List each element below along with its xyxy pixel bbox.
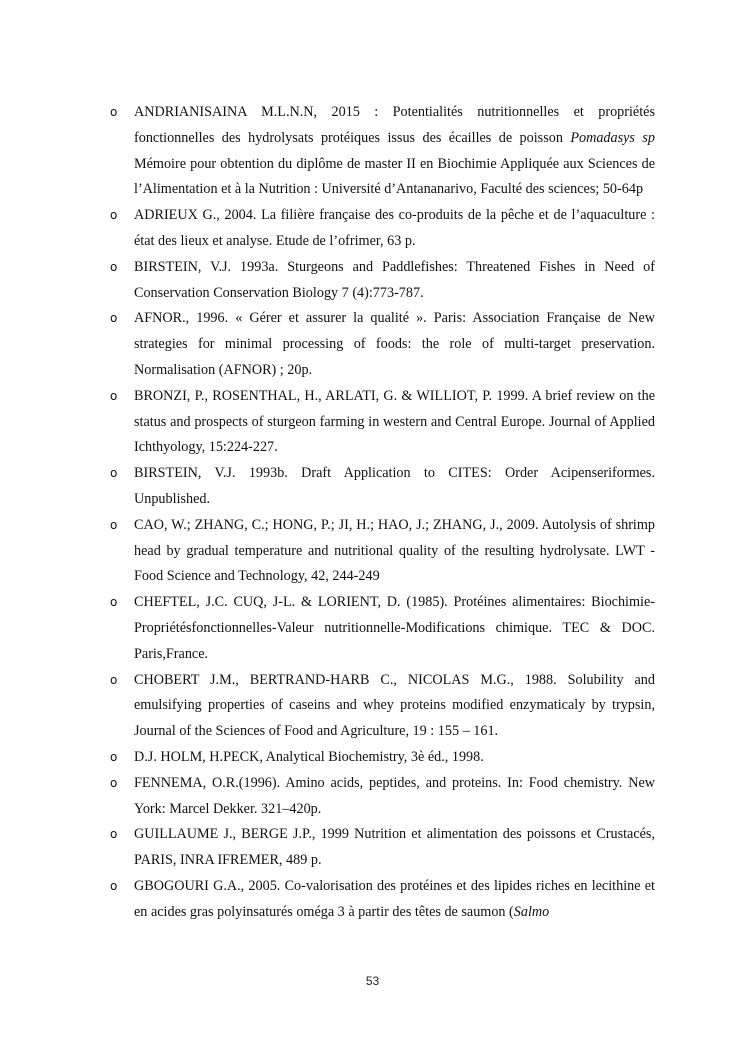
reference-item (110, 461, 655, 513)
reference-italic-text: Pomadasys sp (570, 129, 655, 146)
reference-text: AFNOR., 1996. « Gérer et assurer la qualité ». Paris: Association Française de New strategies for minimal processing of foods: the role of multi-target preservation. Normalisation (AFNOR) ; 20p. (134, 310, 655, 378)
reference-item (110, 306, 655, 383)
bullet-icon: o (110, 749, 118, 764)
reference-text: BIRSTEIN, V.J. 1993b. Draft Application to CITES: Order Acipenseriformes. Unpublished. (134, 465, 655, 507)
reference-item (110, 203, 655, 255)
reference-item (110, 745, 655, 771)
bullet-icon: o (110, 208, 118, 223)
bullet-icon: o (110, 466, 118, 481)
bullet-icon: o (110, 517, 118, 532)
reference-text: BRONZI, P., ROSENTHAL, H., ARLATI, G. & WILLIOT, P. 1999. A brief review on the status and prospects of sturgeon farming in western and Central Europe. Journal of Applied Ichthyology, 15:224-227. (134, 387, 655, 456)
reference-text: Mémoire pour obtention du diplôme de master II en Biochimie Appliquée aux Sciences de l’Alimentation et à la Nutrition : Université d’Antananarivo, Faculté des sciences; 50-64p (134, 155, 655, 198)
reference-text: CHOBERT J.M., BERTRAND-HARB C., NICOLAS M.G., 1988. Solubility and emulsifying properties of caseins and whey proteins modified enzymaticaly by trypsin, Journal of the Sciences of Food and Agriculture, 19 : 155 – 161. (134, 671, 655, 740)
reference-text: BIRSTEIN, V.J. 1993a. Sturgeons and Paddlefishes: Threatened Fishes in Need of Conservation Conservation Biology 7 (4):773-787. (134, 258, 655, 301)
bullet-icon: o (110, 311, 118, 326)
reference-item (110, 513, 655, 590)
bullet-icon: o (110, 672, 118, 687)
reference-italic-text: Salmo (513, 903, 550, 920)
bullet-icon: o (110, 775, 118, 790)
reference-text: GBOGOURI G.A., 2005. Co-valorisation des protéines et des lipides riches en lecithine et en acides gras polyinsaturés oméga 3 à partir des têtes de saumon ( (134, 877, 655, 920)
reference-text: D.J. HOLM, H.PECK, Analytical Biochemistry, 3è éd., 1998. (134, 748, 484, 765)
bullet-icon: o (110, 878, 118, 893)
bullet-icon: o (110, 595, 118, 610)
reference-text: CHEFTEL, J.C. CUQ, J-L. & LORIENT, D. (1985). Protéines alimentaires: Biochimie-Propriétésfonctionnelles-Valeur nutritionnelle-Modifications chimique. TEC & DOC. Paris,France. (134, 594, 655, 662)
reference-text: GUILLAUME J., BERGE J.P., 1999 Nutrition et alimentation des poissons et Crustacés, PARIS, INRA IFREMER, 489 p. (134, 826, 655, 869)
bullet-icon: o (110, 105, 118, 119)
bullet-icon: o (110, 259, 118, 274)
reference-item (110, 100, 655, 203)
reference-item (110, 384, 655, 461)
reference-text: ANDRIANISAINA M.L.N.N, 2015 : Potentialités nutritionnelles et propriétés fonctionnelles des hydrolysats protéiques issus des écailles de poisson (134, 104, 655, 146)
bullet-icon: o (110, 827, 118, 842)
page-number: 53 (365, 974, 380, 988)
reference-item (110, 668, 655, 745)
reference-item (110, 590, 655, 667)
reference-item (110, 874, 655, 926)
reference-item (110, 255, 655, 307)
reference-list (110, 100, 655, 926)
reference-text: ADRIEUX G., 2004. La filière française des co-produits de la pêche et de l’aquaculture : état des lieux et analyse. Etude de l’ofrimer, 63 p. (134, 207, 655, 249)
reference-text: FENNEMA, O.R.(1996). Amino acids, peptides, and proteins. In: Food chemistry. New York: Marcel Dekker. 321–420p. (134, 774, 655, 817)
bullet-icon: o (110, 388, 118, 403)
reference-item (110, 771, 655, 823)
reference-text: CAO, W.; ZHANG, C.; HONG, P.; JI, H.; HAO, J.; ZHANG, J., 2009. Autolysis of shrimp head by gradual temperature and nutritional quality of the resulting hydrolysate. LWT - Food Science and Technology, 42, 244-249 (134, 516, 655, 585)
reference-item (110, 822, 655, 874)
